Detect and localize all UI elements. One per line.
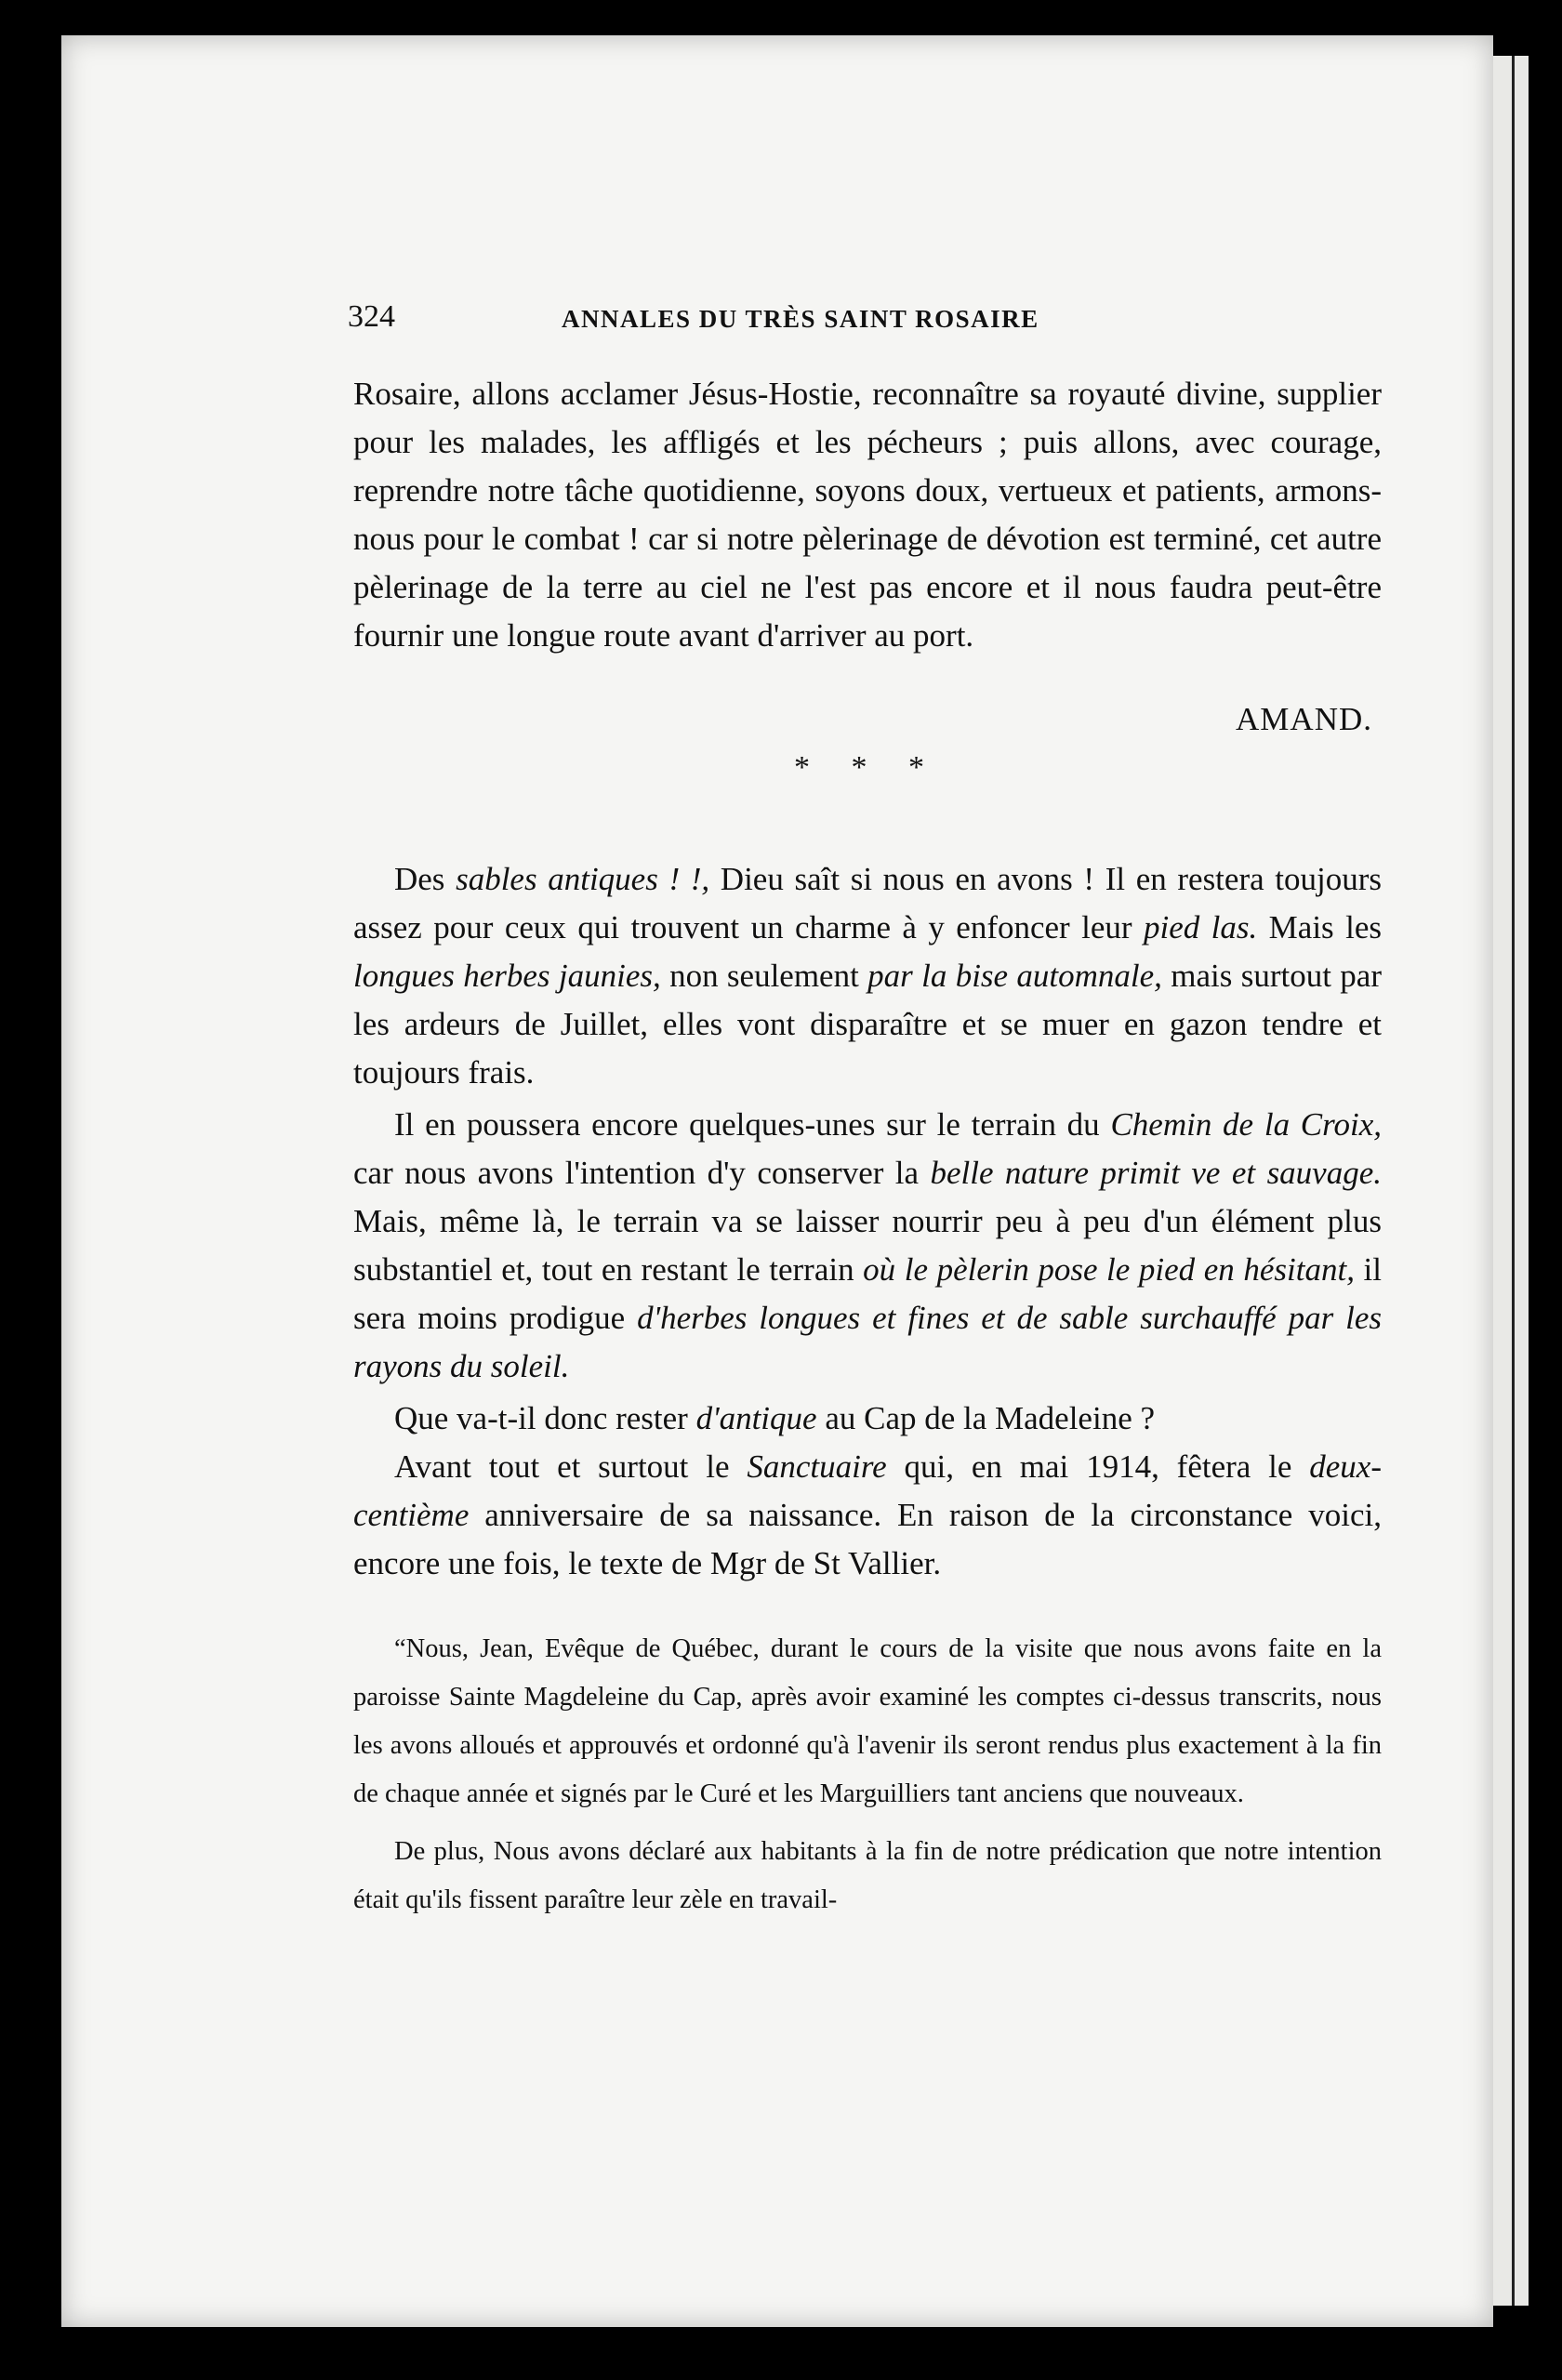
article-2-paragraph-4 (353, 1443, 1382, 1588)
text-run: mais surtout par les ardeurs de Juillet, elles vont disparaître et se muer en gazon tendre et toujours frais. (353, 958, 1382, 1091)
section-separator: * * * (794, 750, 941, 785)
italic-run: par la bise automnale, (867, 958, 1162, 994)
text-run: non seulement (660, 958, 868, 994)
text-run: Il en poussera encore quelques-unes sur le terrain du (394, 1106, 1111, 1143)
article-2-paragraph-2 (353, 1101, 1382, 1391)
author-signature: AMAND. (1236, 701, 1372, 737)
page-body (353, 370, 1382, 1934)
running-title: ANNALES DU TRÈS SAINT ROSAIRE (562, 305, 1039, 333)
adjacent-page-edge (1493, 56, 1529, 2306)
italic-run: d'antique (695, 1400, 817, 1436)
italic-run: où le pèlerin pose le pied en hésitant, (863, 1251, 1355, 1288)
article-1-paragraph: Rosaire, allons acclamer Jésus-Hostie, reconnaître sa royauté divine, supplier pour les malades, les affligés et les pécheurs ; puis allons, avec courage, reprendre notre tâche quotidienne, soyons doux, vertueux et patients, armons-nous pour le combat ! car si notre pèlerinage de dévotion est terminé, cet autre pèlerinage de la terre au ciel ne l'est pas encore et il nous faudra peut-être fournir une longue route avant d'arriver au port. (353, 376, 1382, 654)
page-header (348, 299, 1389, 346)
text-run: car nous avons l'intention d'y conserver la (353, 1155, 931, 1191)
italic-run: belle nature primit ve et sauvage. (930, 1155, 1383, 1191)
text-run: qui, en mai 1914, fêtera le (886, 1448, 1310, 1485)
quoted-decree (353, 1625, 1382, 1924)
text-run: Mais, même là, le terrain va se laisser nourrir peu à peu d'un élément plus substantiel et, tout en restant le terrain (353, 1203, 1382, 1288)
quote-paragraph-2: De plus, Nous avons déclaré aux habitants à la fin de notre prédication que notre intention était qu'ils fissent paraître leur zèle en travail- (353, 1837, 1382, 1914)
text-run: Mais les (1257, 909, 1382, 945)
italic-run: Chemin de la Croix, (1110, 1106, 1382, 1143)
text-run: Que va-t-il donc rester (394, 1400, 696, 1436)
text-run: il sera moins prodigue (353, 1251, 1382, 1336)
italic-run: longues herbes jaunies, (353, 958, 661, 994)
text-run: anniversaire de sa naissance. En raison de la circonstance voici, encore une fois, le texte de Mgr de St Vallier. (353, 1497, 1382, 1581)
text-run: Des (394, 861, 457, 897)
page-gutter-line (1512, 56, 1515, 2306)
text-run: Dieu saît si nous en avons ! Il en restera toujours assez pour ceux qui trouvent un charme à y enfoncer leur (353, 861, 1382, 945)
page-number: 324 (348, 299, 395, 334)
italic-run: pied las. (1143, 909, 1258, 945)
italic-run: deux-centième (353, 1448, 1382, 1533)
italic-run: Sanctuaire (747, 1448, 887, 1485)
text-run: au Cap de la Madeleine ? (816, 1400, 1156, 1436)
italic-run: sables antiques ! !, (456, 861, 710, 897)
article-2-paragraph-3 (353, 1395, 1382, 1443)
quote-paragraph-1: “Nous, Jean, Evêque de Québec, durant le cours de la visite que nous avons faite en la paroisse Sainte Magdeleine du Cap, après avoir examiné les comptes ci-dessus transcrits, nous les avons alloués et approuvés et ordonné qu'à l'avenir ils seront rendus plus exactement à la fin de chaque année et signés par le Curé et les Marguilliers tant anciens que nouveaux. (353, 1634, 1382, 1808)
italic-run: d'herbes longues et fines et de sable surchauffé par les rayons du soleil. (353, 1300, 1382, 1384)
text-run: Avant tout et surtout le (394, 1448, 748, 1485)
article-2-paragraph-1 (353, 855, 1382, 1097)
